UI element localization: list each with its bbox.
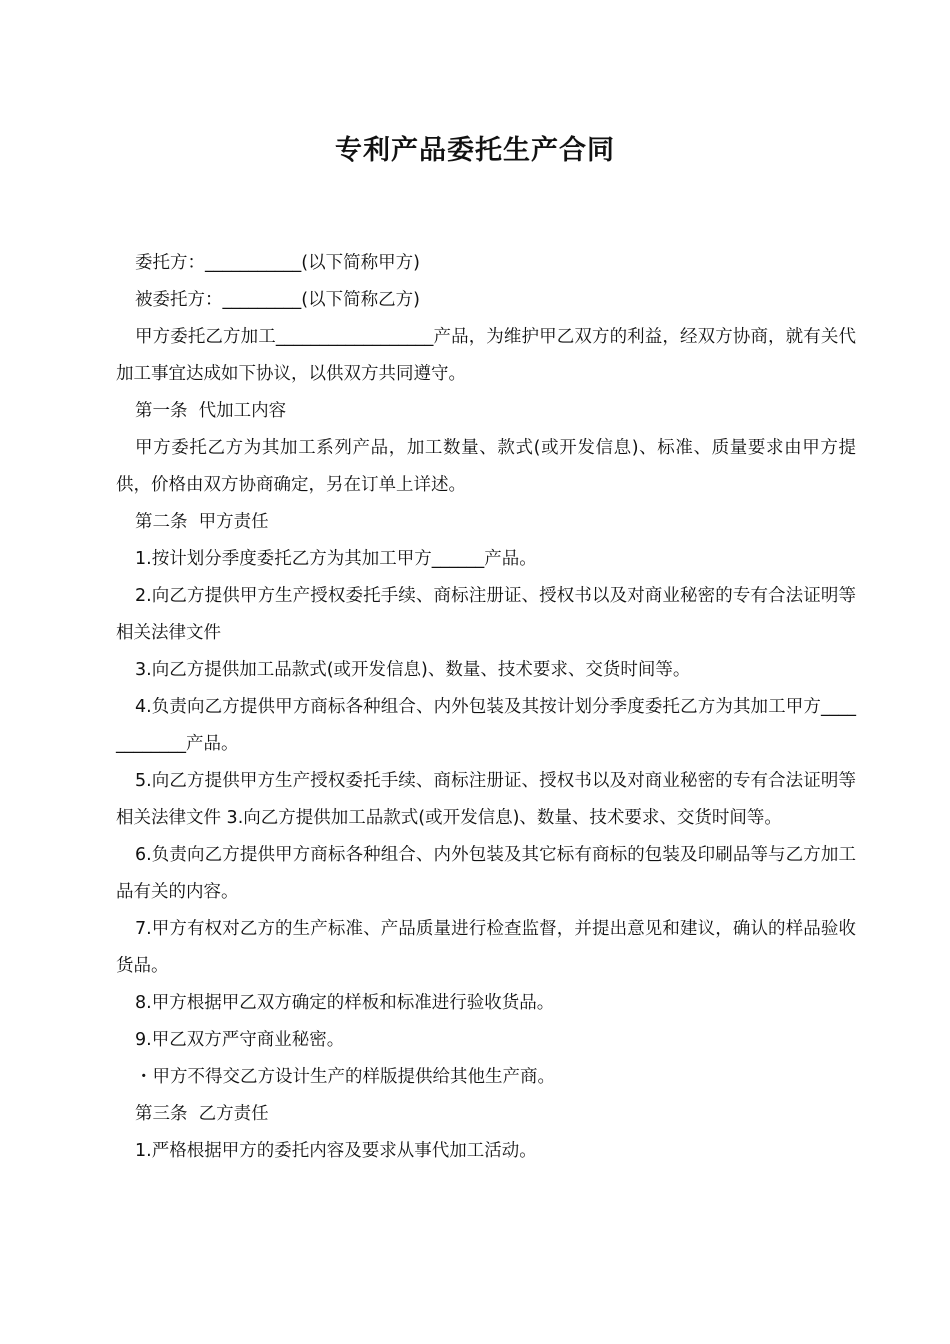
list-item: 1.严格根据甲方的委托内容及要求从事代加工活动。	[135, 1141, 537, 1161]
list-item: 6.负责向乙方提供甲方商标各种组合、内外包装及其它标有商标的包装及印刷品等与乙方加工品有关的内容。	[116, 845, 856, 902]
list-item: 1.按计划分季度委托乙方为其加工甲方______产品。	[135, 549, 537, 569]
list-item: ・甲方不得交乙方设计生产的样版提供给其他生产商。	[135, 1067, 555, 1087]
list-item: 3.向乙方提供加工品款式(或开发信息)、数量、技术要求、交货时间等。	[135, 660, 691, 680]
section-heading-2: 第二条 甲方责任	[135, 512, 269, 532]
document-body	[116, 245, 856, 1170]
paragraph-contractor: 被委托方：_________(以下简称乙方)	[135, 290, 420, 310]
list-item: 7.甲方有权对乙方的生产标准、产品质量进行检查监督，并提出意见和建议，确认的样品验收货品。	[116, 919, 856, 976]
list-item: 5.向乙方提供甲方生产授权委托手续、商标注册证、授权书以及对商业秘密的专有合法证明等相关法律文件 3.向乙方提供加工品款式(或开发信息)、数量、技术要求、交货时间等。	[116, 771, 856, 828]
list-item: 4.负责向乙方提供甲方商标各种组合、内外包装及其按计划分季度委托乙方为其加工甲方____________产品。	[116, 697, 856, 754]
list-item: 9.甲乙双方严守商业秘密。	[135, 1030, 345, 1050]
list-item: 2.向乙方提供甲方生产授权委托手续、商标注册证、授权书以及对商业秘密的专有合法证明等相关法律文件	[116, 586, 856, 643]
paragraph-preamble: 甲方委托乙方加工__________________产品，为维护甲乙双方的利益，经双方协商，就有关代加工事宜达成如下协议，以供双方共同遵守。	[116, 327, 856, 384]
paragraph-section-1: 甲方委托乙方为其加工系列产品，加工数量、款式(或开发信息)、标准、质量要求由甲方提供，价格由双方协商确定，另在订单上详述。	[116, 438, 856, 495]
section-heading-3: 第三条 乙方责任	[135, 1104, 269, 1124]
document-title: 专利产品委托生产合同	[335, 135, 615, 166]
section-heading-1: 第一条 代加工内容	[135, 401, 287, 421]
list-item: 8.甲方根据甲乙双方确定的样板和标准进行验收货品。	[135, 993, 555, 1013]
paragraph-client: 委托方：___________(以下简称甲方)	[135, 253, 420, 273]
